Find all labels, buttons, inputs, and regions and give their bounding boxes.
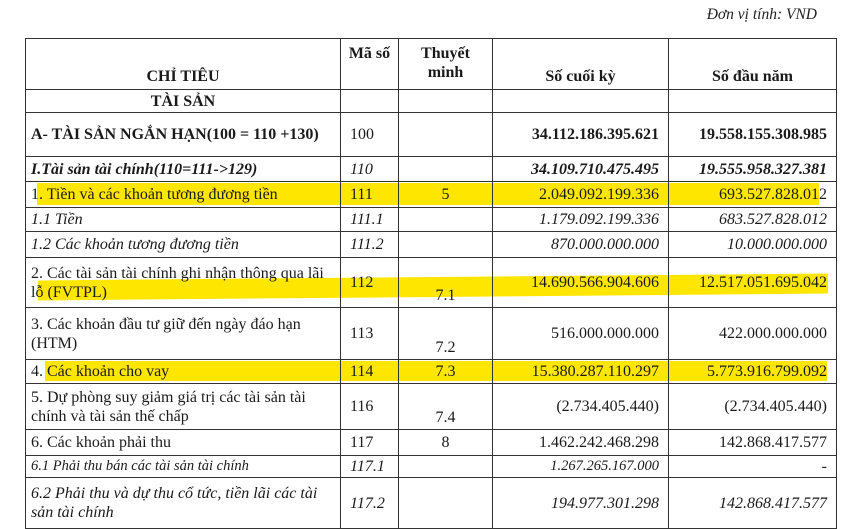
header-thuyet-minh: Thuyết minh	[399, 39, 493, 89]
table-row	[26, 456, 837, 478]
row-note: 7.2	[399, 308, 493, 359]
balance-sheet-table	[25, 38, 837, 529]
table-row	[26, 232, 837, 258]
row-note	[399, 208, 493, 231]
row-code: 114	[341, 360, 399, 383]
header-chi-tieu: CHỈ TIÊU	[26, 39, 341, 89]
row-end-value: 1.179.092.199.336	[493, 208, 669, 231]
row-begin-value: 12.517.051.695.042	[669, 258, 837, 307]
row-note: 7.3	[399, 360, 493, 383]
header-so-dau-nam: Số đầu năm	[669, 39, 837, 89]
row-label: 2. Các tài sản tài chính ghi nhận thông qua lãi lỗ (FVTPL)	[31, 264, 324, 301]
row-code: 113	[341, 308, 399, 359]
row-code: 116	[341, 384, 399, 429]
row-note	[399, 113, 493, 156]
table-row	[26, 208, 837, 232]
table-row	[26, 90, 837, 113]
table-row-highlighted	[26, 360, 837, 384]
row-label: 1.2 Các khoản tương đương tiền	[26, 232, 341, 257]
row-begin-value: 19.558.155.308.985	[669, 113, 837, 156]
row-begin-value: 683.527.828.012	[669, 208, 837, 231]
row-begin-value: -	[669, 456, 837, 477]
row-label: 6. Các khoản phải thu	[26, 430, 341, 455]
row-note: 8	[399, 430, 493, 455]
table-row	[26, 478, 837, 529]
row-end-value: (2.734.405.440)	[493, 384, 669, 429]
row-note	[399, 90, 493, 112]
table-row	[26, 430, 837, 456]
row-label: 6.2 Phải thu và dự thu cổ tức, tiền lãi các tài sản tài chính	[31, 485, 318, 521]
row-code: 112	[341, 258, 399, 307]
row-begin-value: 693.527.828.012	[669, 182, 837, 207]
row-note	[399, 478, 493, 528]
row-label: 6.1 Phải thu bán các tài sản tài chính	[26, 456, 341, 477]
row-code: 117.1	[341, 456, 399, 477]
row-end-value: 870.000.000.000	[493, 232, 669, 257]
row-label: 5. Dự phòng suy giảm giá trị các tài sản tài chính và tài sản thế chấp	[31, 388, 306, 425]
table-row	[26, 113, 837, 157]
header-ma-so: Mã số	[341, 39, 399, 89]
row-code	[341, 90, 399, 112]
table-row	[26, 308, 837, 360]
table-row	[26, 157, 837, 182]
table-row-highlighted	[26, 258, 837, 308]
row-label: 1.1 Tiền	[26, 208, 341, 231]
row-begin-value	[669, 90, 837, 112]
row-label: I.Tài sản tài chính(110=111->129)	[26, 157, 341, 181]
header-so-cuoi-ky: Số cuối kỳ	[493, 39, 669, 89]
row-end-value	[493, 90, 669, 112]
row-label: 1. Tiền và các khoản tương đương tiền	[26, 182, 341, 207]
row-begin-value: 142.868.417.577	[669, 478, 837, 528]
row-code: 100	[341, 113, 399, 156]
table-header-row	[26, 39, 837, 90]
row-begin-value: (2.734.405.440)	[669, 384, 837, 429]
row-begin-value: 422.000.000.000	[669, 308, 837, 359]
row-begin-value: 10.000.000.000	[669, 232, 837, 257]
row-begin-value: 5.773.916.799.092	[669, 360, 837, 383]
row-label: TÀI SẢN	[26, 90, 341, 112]
row-end-value: 194.977.301.298	[493, 478, 669, 528]
row-end-value: 1.267.265.167.000	[493, 456, 669, 477]
row-code: 117	[341, 430, 399, 455]
row-end-value: 516.000.000.000	[493, 308, 669, 359]
row-begin-value: 19.555.958.327.381	[669, 157, 837, 181]
row-end-value: 34.112.186.395.621	[493, 113, 669, 156]
row-code: 111	[341, 182, 399, 207]
row-label: 4. Các khoản cho vay	[26, 360, 341, 383]
row-note: 5	[399, 182, 493, 207]
row-end-value: 14.690.566.904.606	[493, 258, 669, 307]
table-row-highlighted	[26, 182, 837, 208]
row-end-value: 15.380.287.110.297	[493, 360, 669, 383]
row-end-value: 1.462.242.468.298	[493, 430, 669, 455]
row-code: 111.2	[341, 232, 399, 257]
row-code: 111.1	[341, 208, 399, 231]
row-note	[399, 456, 493, 477]
row-label: 3. Các khoản đầu tư giữ đến ngày đáo hạn (HTM)	[31, 315, 301, 352]
row-label: A- TÀI SẢN NGẮN HẠN(100 = 110 +130)	[31, 126, 319, 143]
row-end-value: 34.109.710.475.495	[493, 157, 669, 181]
row-note: 7.1	[399, 258, 493, 307]
row-note	[399, 232, 493, 257]
row-begin-value: 142.868.417.577	[669, 430, 837, 455]
table-row	[26, 384, 837, 430]
row-end-value: 2.049.092.199.336	[493, 182, 669, 207]
unit-label: Đơn vị tính: VND	[706, 6, 817, 23]
row-note: 7.4	[399, 384, 493, 429]
row-code: 117.2	[341, 478, 399, 528]
row-note	[399, 157, 493, 181]
row-code: 110	[341, 157, 399, 181]
